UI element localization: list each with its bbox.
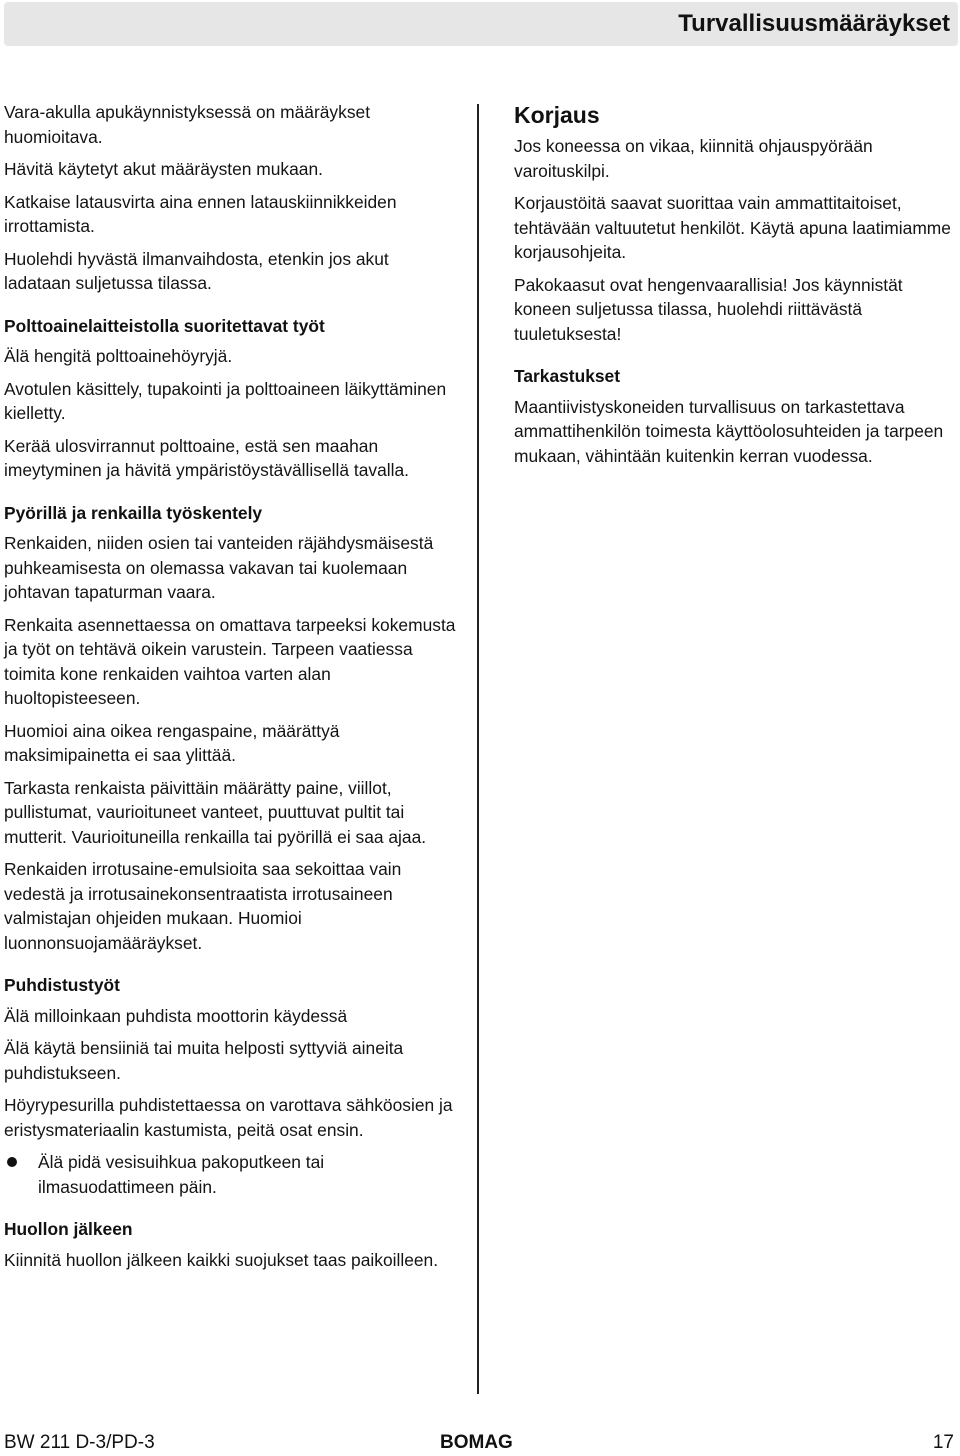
section-heading-cleaning: Puhdistustyöt (4, 975, 120, 995)
paragraph: Hävitä käytetyt akut määräysten mukaan. (4, 159, 323, 179)
paragraph: Avotulen käsittely, tupakointi ja polttoaineen läikyttäminen kielletty. (4, 378, 447, 423)
paragraph: Kiinnitä huollon jälkeen kaikki suojukset taas paikoilleen. (4, 1249, 439, 1270)
column-divider (477, 104, 479, 1394)
paragraph: Älä käytä bensiiniä tai muita helposti syttyviä aineita puhdistukseen. (4, 1038, 404, 1083)
footer-brand: BOMAG (440, 1432, 513, 1453)
page-number: 17 (932, 1432, 954, 1453)
bullet-text: Älä pidä vesisuihkua pakoputkeen tai ilmasuodattimeen päin. (38, 1152, 325, 1197)
paragraph: Älä milloinkaan puhdista moottorin käydessä (4, 1005, 348, 1026)
paragraph: Korjaustöitä saavat suorittaa vain ammattitaitoiset, tehtävään valtuutetut henkilöt. Käytä apuna laatimiamme korjausohjeita. (514, 193, 951, 262)
section-heading-inspections: Tarkastukset (514, 366, 621, 386)
header-title: Turvallisuusmääräykset (678, 10, 950, 37)
bullet-icon (7, 1157, 17, 1167)
paragraph: Älä hengitä polttoainehöyryjä. (4, 346, 233, 366)
page-footer (0, 1432, 960, 1456)
paragraph: Kerää ulosvirrannut polttoaine, estä sen maahan imeytyminen ja hävitä ympäristöystävällisellä tavalla. (4, 435, 409, 480)
paragraph: Renkaiden, niiden osien tai vanteiden räjähdysmäisestä puhkeamisesta on olemassa vakavan tai kuolemaan johtavan tapaturman vaara. (4, 533, 434, 602)
paragraph: Renkaiden irrotusaine-emulsioita saa sekoittaa vain vedestä ja irrotusainekonsentraatista irrotusaineen valmistajan ohjeiden mukaan. Huomioi luonnonsuojamääräykset. (4, 859, 402, 953)
right-column (514, 100, 954, 476)
left-column (4, 100, 459, 1280)
paragraph: Huolehdi hyvästä ilmanvaihdosta, etenkin jos akut ladataan suljetussa tilassa. (4, 248, 389, 293)
paragraph: Vara-akulla apukäynnistyksessä on määräykset huomioitava. (4, 102, 371, 147)
paragraph: Huomioi aina oikea rengaspaine, määrättyä maksimipainetta ei saa ylittää. (4, 720, 340, 765)
section-heading-wheels: Pyörillä ja renkailla työskentely (4, 502, 263, 523)
section-heading-fuel: Polttoainelaitteistolla suoritettavat työt (4, 315, 325, 336)
paragraph: Katkaise latausvirta aina ennen latauskiinnikkeiden irrottamista. (4, 191, 397, 236)
paragraph: Jos koneessa on vikaa, kiinnitä ohjauspyörään varoituskilpi. (514, 136, 873, 181)
paragraph: Höyrypesurilla puhdistettaessa on varottava sähköosien ja eristysmateriaalin kastumista, peitä osat ensin. (4, 1095, 453, 1140)
paragraph: Tarkasta renkaista päivittäin määrätty paine, viillot, pullistumat, vaurioituneet vanteet, puuttuvat pultit tai mutterit. Vaurioituneilla renkailla tai pyörillä ei saa ajaa. (4, 777, 427, 847)
page-header (4, 2, 958, 46)
footer-model: BW 211 D-3/PD-3 (4, 1432, 155, 1453)
paragraph: Pakokaasut ovat hengenvaarallisia! Jos käynnistät koneen suljetussa tilassa, huolehdi riittävästä tuuletuksesta! (514, 274, 903, 344)
bullet-item (4, 1150, 459, 1199)
paragraph: Maantiivistyskoneiden turvallisuus on tarkastettava ammattihenkilön toimesta käyttöolosuhteiden ja tarpeen mukaan, vähintään kuitenkin kerran vuodessa. (514, 396, 944, 466)
paragraph: Renkaita asennettaessa on omattava tarpeeksi kokemusta ja työt on tehtävä oikein varustein. Tarpeen vaatiessa toimita kone renkaiden vaihtoa varten alan huoltopisteeseen. (4, 614, 456, 708)
section-heading-repair: Korjaus (514, 102, 600, 128)
section-heading-after-service: Huollon jälkeen (4, 1219, 133, 1239)
